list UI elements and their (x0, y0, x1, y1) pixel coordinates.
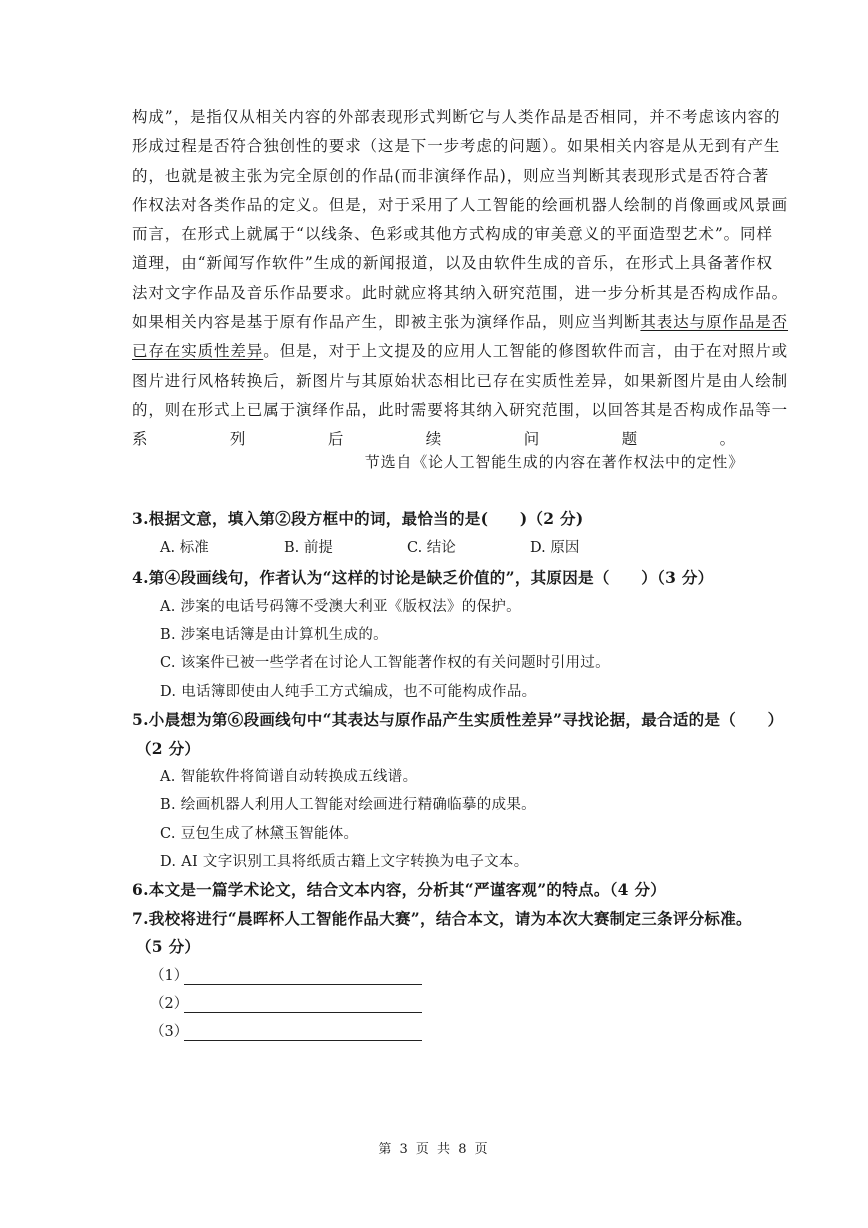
passage-line: 构成”，是指仅从相关内容的外部表现形式判断它与人类作品是否相同，并不考虑该内容的 (132, 108, 781, 126)
question-4-option-d: D. 电话簿即使由人纯手工方式编成，也不可能构成作品。 (160, 684, 537, 700)
passage-line: 的，也就是被主张为完全原创的作品(而非演绎作品)，则应当判断其表现形式是否符合著 (132, 166, 770, 185)
passage-line: 形成过程是否符合独创性的要求（这是下一步考虑的问题）。如果相关内容是从无到有产生 (132, 137, 781, 156)
question-5-stem: 5.小晨想为第⑥段画线句中“其表达与原作品产生实质性差异”寻找论据，最合适的是（ ） (132, 710, 784, 729)
answer-line (184, 1040, 422, 1041)
blank-label: （2） (150, 996, 189, 1012)
page-footer: 第 3 页 共 8 页 (378, 1142, 490, 1157)
option-d: D. 原因 (530, 540, 580, 556)
passage-line: 作权法对各类作品的定义。但是，对于采用了人工智能的绘画机器人绘制的肖像画或风景画 (132, 195, 789, 214)
question-4-option-c: C. 该案件已被一些学者在讨论人工智能著作权的有关问题时引用过。 (160, 655, 610, 671)
question-4-option-a: A. 涉案的电话号码簿不受澳大利亚《版权法》的保护。 (160, 599, 521, 615)
blank-label: （3） (150, 1024, 189, 1040)
underlined-sentence: 其表达与原作品是否 (640, 313, 789, 332)
passage-line (132, 308, 789, 337)
question-4-option-b: B. 涉案电话簿是由计算机生成的。 (160, 627, 388, 643)
question-5-score: （2 分） (136, 739, 201, 758)
question-6-stem: 6.本文是一篇学术论文，结合文本内容，分析其“严谨客观”的特点。（4 分） (132, 880, 667, 899)
blank-label: （1） (150, 968, 189, 984)
option-c: C. 结论 (407, 540, 456, 556)
passage-text: 如果相关内容是基于原有作品产生，即被主张为演绎作品，则应当判断 (132, 313, 641, 332)
option-b: B. 前提 (284, 540, 333, 556)
passage-text: 。但是，对于上文提及的应用人工智能的修图软件而言，由于在对照片或 (263, 342, 789, 361)
answer-line (184, 1012, 422, 1013)
passage-line: 法对文字作品及音乐作品要求。此时就应将其纳入研究范围，进一步分析其是否构成作品。 (132, 283, 789, 302)
question-5-option-c: C. 豆包生成了林黛玉智能体。 (160, 826, 359, 842)
passage-line: 的，则在形式上已属于演绎作品，此时需要将其纳入研究范围，以回答其是否构成作品等一 (132, 400, 789, 419)
question-3-stem: 3.根据文意，填入第②段方框中的词，最恰当的是( )（2 分) (132, 509, 584, 528)
answer-line (184, 984, 422, 985)
passage-source: 节选自《论人工智能生成的内容在著作权法中的定性》 (364, 453, 744, 471)
question-7-score: （5 分） (136, 937, 201, 956)
passage-line: 系列后续问题。 (132, 430, 736, 449)
passage-line: 道理，由“新闻写作软件”生成的新闻报道，以及由软件生成的音乐，在形式上具备著作权 (132, 254, 773, 273)
passage-line: 图片进行风格转换后，新图片与其原始状态相比已存在实质性差异，如果新图片是由人绘制 (132, 371, 789, 390)
underlined-sentence: 已存在实质性差异 (132, 342, 264, 361)
option-a: A. 标准 (160, 540, 209, 556)
question-4-stem: 4.第④段画线句，作者认为“这样的讨论是缺乏价值的”，其原因是（ ）（3 分） (132, 568, 714, 587)
question-5-option-d: D. AI 文字识别工具将纸质古籍上文字转换为电子文本。 (160, 854, 529, 870)
passage (132, 103, 789, 455)
passage-line: 而言，在形式上就属于“以线条、色彩或其他方式构成的审美意义的平面造型艺术”。同样 (132, 225, 773, 244)
question-5-option-a: A. 智能软件将简谱自动转换成五线谱。 (160, 769, 418, 785)
question-7-stem: 7.我校将进行“晨晖杯人工智能作品大赛”，结合本文，请为本次大赛制定三条评分标准。 (132, 909, 752, 928)
passage-line (132, 337, 789, 366)
question-5-option-b: B. 绘画机器人利用人工智能对绘画进行精确临摹的成果。 (160, 797, 536, 813)
